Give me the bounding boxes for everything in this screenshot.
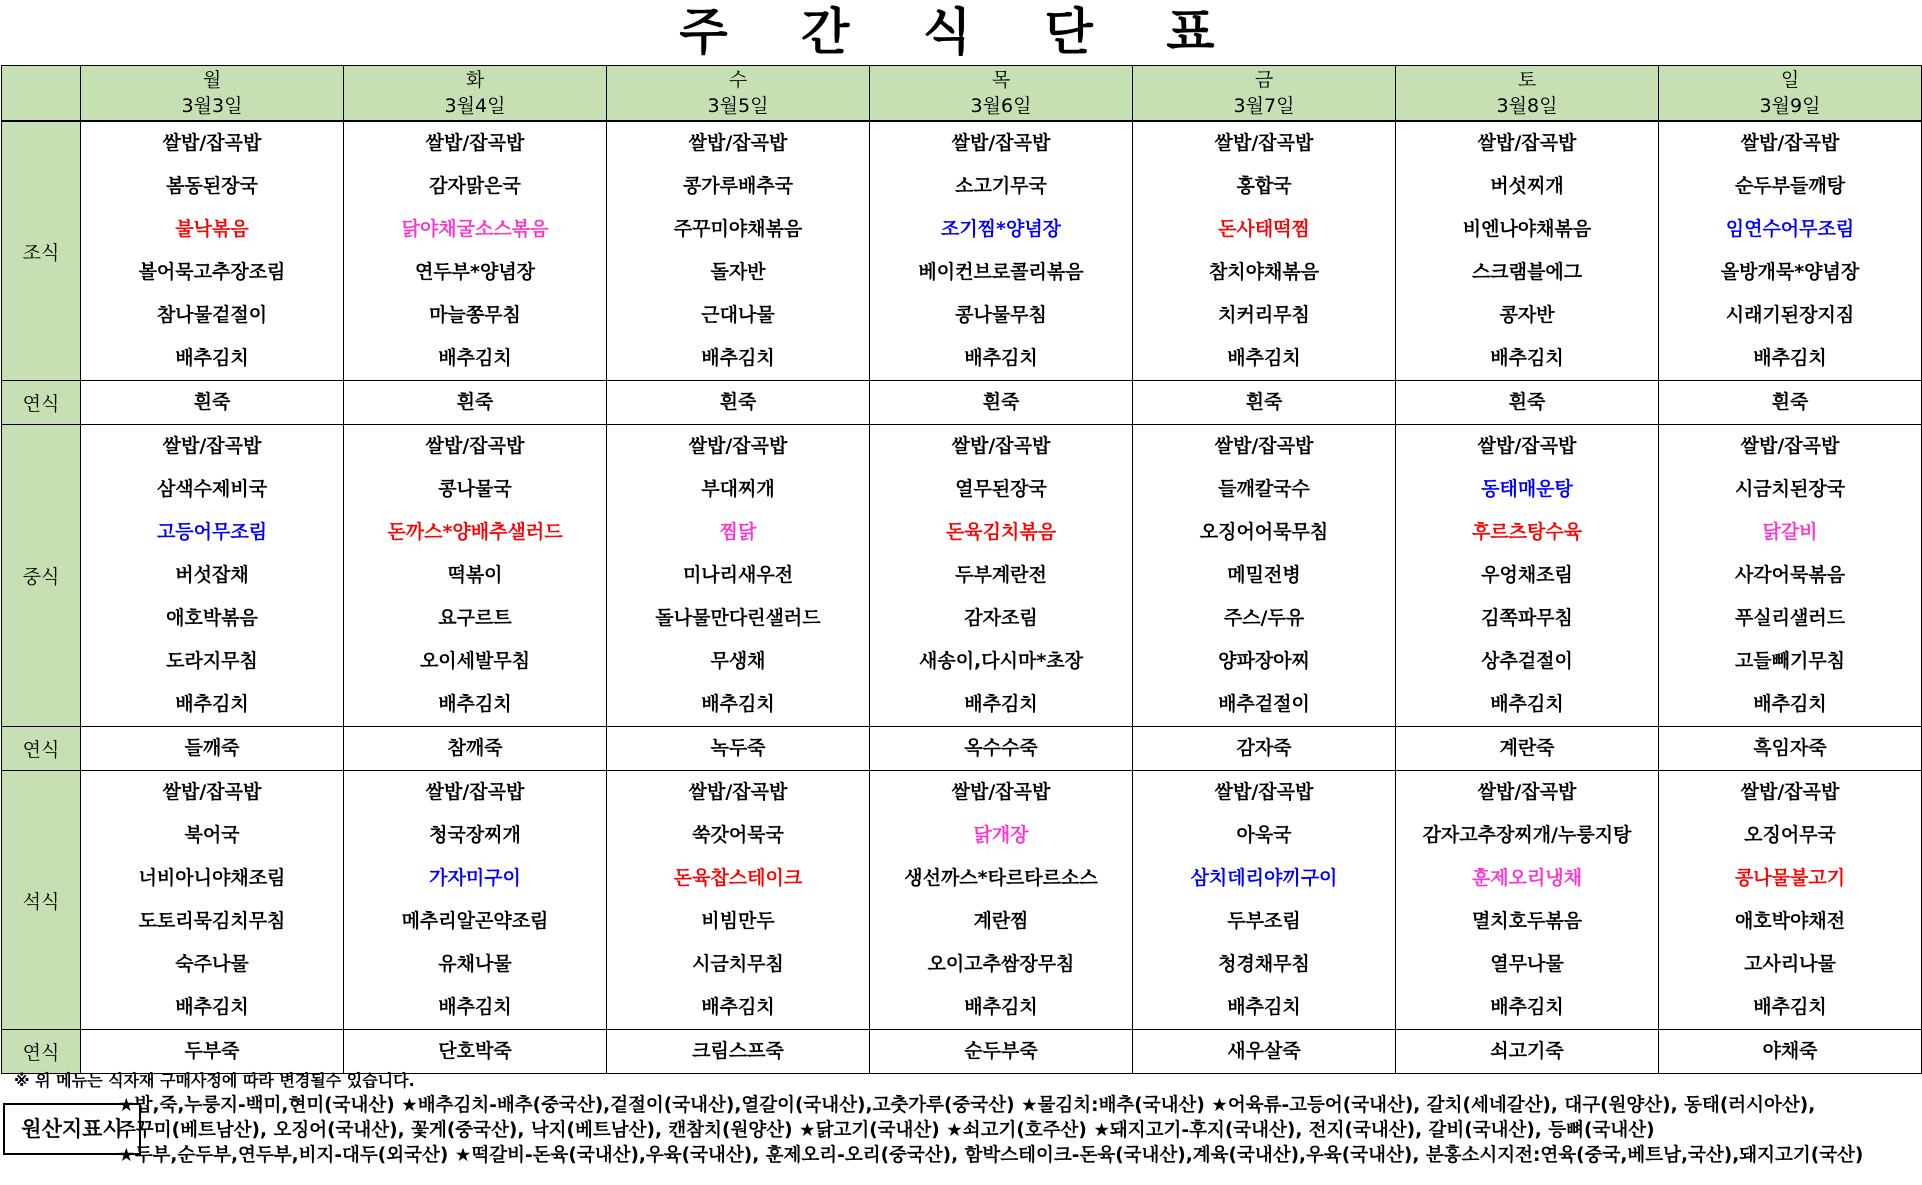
menu-item: 주스/두유 — [1223, 607, 1305, 629]
menu-item: 감자죽 — [1236, 737, 1292, 759]
menu-item: 감자맑은국 — [429, 175, 521, 197]
menu-cell — [607, 381, 870, 425]
menu-item: 쇠고기죽 — [1490, 1040, 1564, 1062]
menu-item: 시래기된장지짐 — [1725, 304, 1855, 326]
menu-item: 돈사태떡찜 — [1218, 218, 1310, 240]
menu-item: 콩나물불고기 — [1734, 867, 1846, 889]
menu-item: 고등어무조림 — [156, 521, 268, 543]
menu-item: 쌀밥/잡곡밥 — [1477, 781, 1577, 803]
menu-item: 홍합국 — [1236, 175, 1292, 197]
day-header — [870, 66, 1133, 122]
menu-item: 쌀밥/잡곡밥 — [162, 132, 262, 154]
menu-cell — [81, 381, 344, 425]
origin-label: 원산지표시 — [3, 1103, 141, 1155]
day-header — [344, 66, 607, 122]
menu-item: 청국장찌개 — [429, 824, 521, 846]
meal-row — [2, 727, 1922, 771]
day-of-week: 화 — [465, 69, 485, 91]
menu-item: 생선까스*타르타르소스 — [904, 867, 1098, 889]
menu-item: 감자조림 — [964, 607, 1038, 629]
day-header — [1133, 66, 1396, 122]
menu-item: 흰죽 — [719, 391, 757, 413]
menu-cell — [1659, 121, 1922, 381]
day-of-week: 목 — [991, 69, 1011, 91]
day-date: 3월6일 — [970, 95, 1032, 117]
menu-item: 열무된장국 — [955, 478, 1047, 500]
menu-cell — [1659, 381, 1922, 425]
menu-cell — [1396, 1030, 1659, 1074]
meal-row — [2, 425, 1922, 727]
menu-item: 불낙볶음 — [175, 218, 249, 240]
day-date: 3월8일 — [1496, 95, 1558, 117]
menu-item: 근대나물 — [701, 304, 775, 326]
menu-item: 버섯잡채 — [175, 564, 249, 586]
menu-cell — [81, 121, 344, 381]
menu-item: 쌀밥/잡곡밥 — [1214, 435, 1314, 457]
menu-cell — [1133, 1030, 1396, 1074]
menu-item: 도토리묵김치무침 — [138, 910, 286, 932]
menu-item: 삼색수제비국 — [156, 478, 268, 500]
menu-item: 부대찌개 — [701, 478, 775, 500]
menu-item: 볼어묵고추장조림 — [138, 261, 286, 283]
menu-item: 닭갈비 — [1762, 521, 1818, 543]
menu-cell — [1396, 727, 1659, 771]
menu-item: 새송이,다시마*초장 — [919, 650, 1083, 672]
menu-item: 흰죽 — [1771, 391, 1809, 413]
menu-item: 배추김치 — [1227, 996, 1301, 1018]
meal-row — [2, 771, 1922, 1030]
weekly-menu-table — [1, 65, 1922, 1074]
menu-item: 계란죽 — [1499, 737, 1555, 759]
menu-item: 참치야채볶음 — [1208, 261, 1320, 283]
menu-item: 요구르트 — [438, 607, 512, 629]
menu-item: 버섯찌개 — [1490, 175, 1564, 197]
menu-item: 흰죽 — [193, 391, 231, 413]
menu-item: 멸치호두볶음 — [1471, 910, 1583, 932]
menu-item: 돈까스*양배추샐러드 — [387, 521, 563, 543]
menu-item: 배추김치 — [175, 693, 249, 715]
menu-item: 야채죽 — [1762, 1040, 1818, 1062]
menu-item: 오이고추쌈장무침 — [927, 953, 1075, 975]
menu-item: 들깨죽 — [184, 737, 240, 759]
menu-item: 마늘쫑무침 — [429, 304, 521, 326]
menu-cell — [344, 425, 607, 727]
origin-info — [118, 1093, 1918, 1168]
menu-item: 배추김치 — [701, 347, 775, 369]
day-of-week: 일 — [1780, 69, 1800, 91]
menu-item: 배추김치 — [701, 693, 775, 715]
meal-label: 석식 — [2, 771, 81, 1030]
menu-cell — [607, 121, 870, 381]
menu-item: 배추김치 — [1753, 347, 1827, 369]
menu-item: 흰죽 — [456, 391, 494, 413]
menu-item: 쌀밥/잡곡밥 — [425, 781, 525, 803]
menu-cell — [1133, 727, 1396, 771]
menu-item: 쌀밥/잡곡밥 — [1740, 132, 1840, 154]
menu-item: 숙주나물 — [175, 953, 249, 975]
menu-cell — [607, 1030, 870, 1074]
menu-cell — [81, 771, 344, 1030]
menu-item: 열무나물 — [1490, 953, 1564, 975]
menu-cell — [1659, 727, 1922, 771]
day-of-week: 수 — [728, 69, 748, 91]
menu-cell — [870, 121, 1133, 381]
header-corner — [2, 66, 81, 122]
meal-label: 연식 — [2, 1030, 81, 1074]
menu-cell — [344, 121, 607, 381]
menu-item: 크림스프죽 — [692, 1040, 784, 1062]
menu-item: 배추김치 — [1227, 347, 1301, 369]
menu-item: 쌀밥/잡곡밥 — [951, 132, 1051, 154]
menu-item: 너비아니야채조림 — [138, 867, 286, 889]
menu-cell — [81, 1030, 344, 1074]
menu-cell — [607, 425, 870, 727]
menu-item: 쌀밥/잡곡밥 — [1477, 132, 1577, 154]
day-date: 3월7일 — [1233, 95, 1295, 117]
day-header — [607, 66, 870, 122]
day-of-week: 월 — [202, 69, 222, 91]
menu-item: 가자미구이 — [429, 867, 521, 889]
menu-item: 배추김치 — [964, 347, 1038, 369]
menu-cell — [81, 727, 344, 771]
menu-item: 쌀밥/잡곡밥 — [425, 435, 525, 457]
menu-item: 콩자반 — [1499, 304, 1555, 326]
menu-item: 후르츠탕수육 — [1471, 521, 1583, 543]
menu-item: 배추김치 — [438, 693, 512, 715]
menu-cell — [1659, 425, 1922, 727]
menu-item: 닭야채굴소스볶음 — [401, 218, 549, 240]
menu-item: 쌀밥/잡곡밥 — [425, 132, 525, 154]
menu-item: 유채나물 — [438, 953, 512, 975]
menu-item: 김쪽파무침 — [1481, 607, 1573, 629]
menu-item: 두부계란전 — [955, 564, 1047, 586]
menu-cell — [344, 771, 607, 1030]
menu-item: 쌀밥/잡곡밥 — [1214, 132, 1314, 154]
day-of-week: 금 — [1254, 69, 1274, 91]
menu-item: 계란찜 — [973, 910, 1029, 932]
menu-item: 콩나물무침 — [955, 304, 1047, 326]
menu-item: 콩나물국 — [438, 478, 512, 500]
menu-item: 배추김치 — [175, 996, 249, 1018]
menu-item: 들깨칼국수 — [1218, 478, 1310, 500]
day-header — [81, 66, 344, 122]
menu-item: 돈육김치볶음 — [945, 521, 1057, 543]
day-header — [1396, 66, 1659, 122]
menu-item: 도라지무침 — [166, 650, 258, 672]
menu-item: 연두부*양념장 — [414, 261, 536, 283]
menu-item: 참나물겉절이 — [156, 304, 268, 326]
menu-cell — [1133, 425, 1396, 727]
menu-item: 순두부죽 — [964, 1040, 1038, 1062]
menu-item: 애호박볶음 — [166, 607, 258, 629]
menu-item: 시금치무침 — [692, 953, 784, 975]
menu-item: 쌀밥/잡곡밥 — [162, 781, 262, 803]
menu-item: 청경채무침 — [1218, 953, 1310, 975]
day-date: 3월4일 — [444, 95, 506, 117]
menu-item: 쑥갓어묵국 — [692, 824, 784, 846]
menu-cell — [1659, 771, 1922, 1030]
menu-item: 배추김치 — [175, 347, 249, 369]
menu-item: 배추김치 — [1753, 996, 1827, 1018]
menu-item: 흰죽 — [982, 391, 1020, 413]
menu-item: 두부조림 — [1227, 910, 1301, 932]
menu-item: 사각어묵볶음 — [1734, 564, 1846, 586]
menu-item: 쌀밥/잡곡밥 — [1214, 781, 1314, 803]
menu-item: 새우살죽 — [1227, 1040, 1301, 1062]
menu-item: 애호박야채전 — [1734, 910, 1846, 932]
menu-item: 쌀밥/잡곡밥 — [1477, 435, 1577, 457]
meal-row — [2, 381, 1922, 425]
menu-item: 쌀밥/잡곡밥 — [688, 435, 788, 457]
origin-line: ★두부,순두부,연두부,비지-대두(외국산) ★떡갈비-돈육(국내산),우육(국내산), 훈제오리-오리(중국산), 함박스테이크-돈육(국내산),계육(국내산),우육(국내산), 분홍소시지전:연육(중국,베트남,국산),돼지고기(국산) — [118, 1145, 1864, 1166]
menu-cell — [1396, 425, 1659, 727]
menu-item: 닭개장 — [973, 824, 1029, 846]
menu-item: 우엉채조림 — [1481, 564, 1573, 586]
day-date: 3월3일 — [181, 95, 243, 117]
menu-item: 단호박죽 — [438, 1040, 512, 1062]
menu-item: 삼치데리야끼구이 — [1190, 867, 1338, 889]
menu-item: 순두부들깨탕 — [1734, 175, 1846, 197]
menu-cell — [1396, 121, 1659, 381]
menu-item: 배추김치 — [964, 693, 1038, 715]
menu-item: 찜닭 — [719, 521, 757, 543]
notice-text: ※ 위 메뉴는 식자재 구매사정에 따라 변경될수 있습니다. — [14, 1071, 415, 1090]
meal-row — [2, 121, 1922, 381]
menu-item: 쌀밥/잡곡밥 — [951, 781, 1051, 803]
menu-cell — [1659, 1030, 1922, 1074]
menu-item: 메추리알곤약조림 — [401, 910, 549, 932]
menu-item: 아욱국 — [1236, 824, 1292, 846]
menu-cell — [607, 771, 870, 1030]
menu-item: 돌나물만다린샐러드 — [655, 607, 821, 629]
menu-item: 고사리나물 — [1744, 953, 1836, 975]
menu-item: 배추김치 — [1753, 693, 1827, 715]
header-row — [2, 66, 1922, 122]
menu-item: 양파장아찌 — [1218, 650, 1310, 672]
menu-cell — [344, 1030, 607, 1074]
menu-item: 옥수수죽 — [964, 737, 1038, 759]
menu-item: 배추김치 — [701, 996, 775, 1018]
menu-item: 쌀밥/잡곡밥 — [688, 781, 788, 803]
menu-item: 돈육찹스테이크 — [673, 867, 803, 889]
meal-label: 조식 — [2, 121, 81, 381]
menu-item: 시금치된장국 — [1734, 478, 1846, 500]
meal-label: 연식 — [2, 727, 81, 771]
menu-item: 봄동된장국 — [166, 175, 258, 197]
menu-item: 동태매운탕 — [1481, 478, 1573, 500]
meal-label: 중식 — [2, 425, 81, 727]
day-of-week: 토 — [1517, 69, 1537, 91]
menu-item: 두부죽 — [184, 1040, 240, 1062]
menu-item: 고들빼기무침 — [1734, 650, 1846, 672]
menu-item: 조기찜*양념장 — [940, 218, 1062, 240]
menu-item: 메밀전병 — [1227, 564, 1301, 586]
meal-row — [2, 1030, 1922, 1074]
menu-cell — [870, 771, 1133, 1030]
menu-item: 배추김치 — [964, 996, 1038, 1018]
menu-cell — [870, 425, 1133, 727]
menu-cell — [1396, 771, 1659, 1030]
menu-item: 소고기무국 — [955, 175, 1047, 197]
menu-item: 녹두죽 — [710, 737, 766, 759]
day-date: 3월5일 — [707, 95, 769, 117]
menu-cell — [870, 1030, 1133, 1074]
menu-cell — [870, 381, 1133, 425]
menu-item: 쌀밥/잡곡밥 — [951, 435, 1051, 457]
menu-item: 흰죽 — [1508, 391, 1546, 413]
menu-item: 미나리새우전 — [682, 564, 794, 586]
day-date: 3월9일 — [1759, 95, 1821, 117]
menu-item: 배추김치 — [438, 347, 512, 369]
menu-item: 흰죽 — [1245, 391, 1283, 413]
menu-item: 쌀밥/잡곡밥 — [688, 132, 788, 154]
menu-cell — [81, 425, 344, 727]
menu-cell — [344, 727, 607, 771]
menu-item: 치커리무침 — [1218, 304, 1310, 326]
menu-item: 배추김치 — [1490, 347, 1564, 369]
menu-item: 북어국 — [184, 824, 240, 846]
page-title: 주 간 식 단 표 — [679, 3, 1243, 61]
menu-item: 참깨죽 — [447, 737, 503, 759]
menu-item: 배추김치 — [1490, 693, 1564, 715]
menu-item: 떡볶이 — [447, 564, 503, 586]
menu-item: 베이컨브로콜리볶음 — [918, 261, 1084, 283]
menu-cell — [344, 381, 607, 425]
menu-item: 콩가루배추국 — [682, 175, 794, 197]
meal-label: 연식 — [2, 381, 81, 425]
menu-cell — [870, 727, 1133, 771]
menu-item: 임연수어무조림 — [1725, 218, 1855, 240]
menu-item: 오징어어묵무침 — [1199, 521, 1329, 543]
menu-item: 배추김치 — [438, 996, 512, 1018]
menu-item: 흑임자죽 — [1753, 737, 1827, 759]
menu-cell — [1396, 381, 1659, 425]
menu-item: 돌자반 — [710, 261, 766, 283]
origin-line: ★밥,죽,누룽지-백미,현미(국내산) ★배추김치-배추(중국산),겉절이(국내산),열갈이(국내산),고춧가루(중국산) ★물김치:배추(국내산) ★어육류-고등어(국내산), 갈치(세네갈산), 대구(원양산), 동태(러시아산), — [118, 1095, 1816, 1116]
day-header — [1659, 66, 1922, 122]
menu-cell — [607, 727, 870, 771]
menu-cell — [1133, 121, 1396, 381]
menu-item: 올방개묵*양념장 — [1720, 261, 1860, 283]
origin-line: 주꾸미(베트남산), 오징어(국내산), 꽃게(중국산), 낙지(베트남산), 캔참치(원양산) ★닭고기(국내산) ★쇠고기(호주산) ★돼지고기-후지(국내산), 전지(국내산), 갈비(국내산), 등뼈(국내산) — [118, 1120, 1655, 1141]
menu-item: 배추겉절이 — [1218, 693, 1310, 715]
menu-item: 비빔만두 — [701, 910, 775, 932]
menu-item: 감자고추장찌개/누룽지탕 — [1422, 824, 1632, 846]
menu-item: 무생채 — [710, 650, 766, 672]
menu-item: 푸실리샐러드 — [1734, 607, 1846, 629]
menu-item: 배추김치 — [1490, 996, 1564, 1018]
menu-item: 상추겉절이 — [1481, 650, 1573, 672]
menu-item: 오이세발무침 — [419, 650, 531, 672]
menu-cell — [1133, 771, 1396, 1030]
menu-item: 쌀밥/잡곡밥 — [162, 435, 262, 457]
menu-item: 쌀밥/잡곡밥 — [1740, 435, 1840, 457]
menu-item: 쌀밥/잡곡밥 — [1740, 781, 1840, 803]
menu-item: 오징어무국 — [1744, 824, 1836, 846]
menu-item: 비엔나야채볶음 — [1462, 218, 1592, 240]
menu-cell — [1133, 381, 1396, 425]
menu-item: 훈제오리냉채 — [1471, 867, 1583, 889]
menu-item: 스크램블에그 — [1471, 261, 1583, 283]
menu-item: 주꾸미야채볶음 — [673, 218, 803, 240]
